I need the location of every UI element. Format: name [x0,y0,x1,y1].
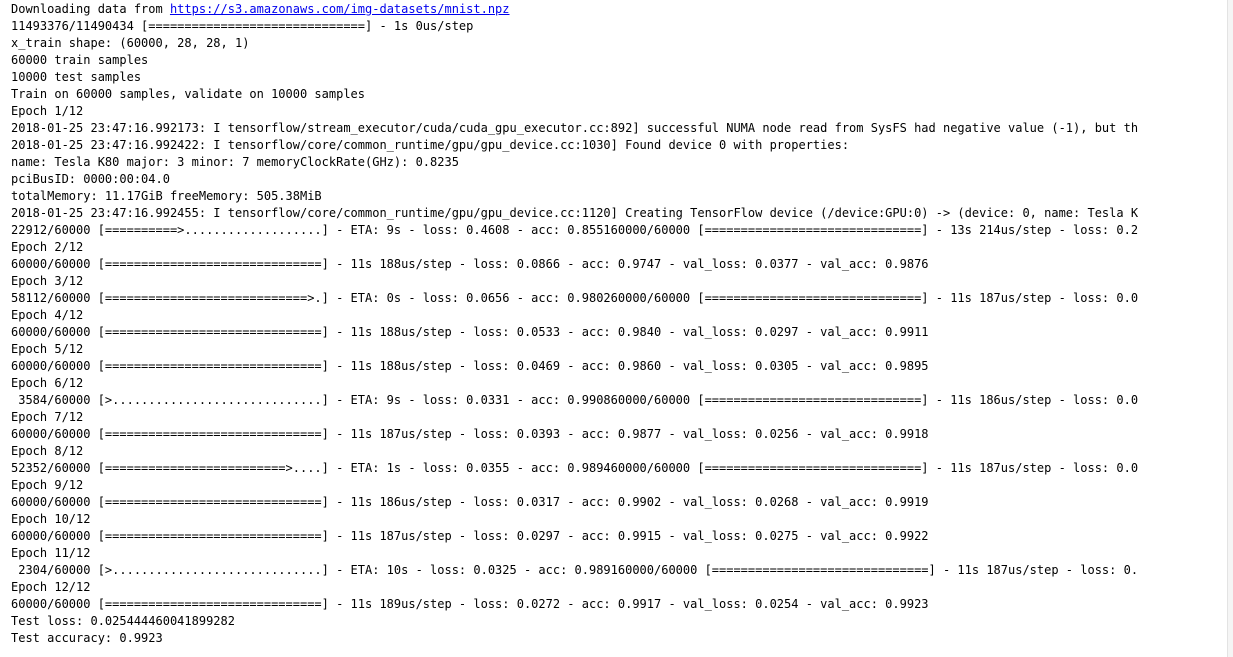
output-line: pciBusID: 0000:00:04.0 [11,172,170,186]
console-output [11,1,1210,647]
output-line: Epoch 3/12 [11,274,84,288]
dataset-url-link[interactable]: https://s3.amazonaws.com/img-datasets/mnist.npz [169,2,510,16]
output-line: x_train shape: (60000, 28, 28, 1) [11,36,250,50]
output-line: 60000/60000 [==============================] - 11s 188us/step - loss: 0.0469 - acc: 0.9860 - val_loss: 0.0305 - val_acc: 0.9895 [11,359,929,373]
output-line: 2018-01-25 23:47:16.992422: I tensorflow/core/common_runtime/gpu/gpu_device.cc:1030] Found device 0 with properties: [11,138,850,152]
output-line: 2304/60000 [>.............................] - ETA: 10s - loss: 0.0325 - acc: 0.989160000/60000 [==============================] - 11s 187us/step - loss: 0. [11,563,1139,577]
output-line: Epoch 5/12 [11,342,84,356]
download-prefix: Downloading data from [11,2,170,16]
output-line: 60000/60000 [==============================] - 11s 186us/step - loss: 0.0317 - acc: 0.9902 - val_loss: 0.0268 - val_acc: 0.9919 [11,495,929,509]
output-line: 60000/60000 [==============================] - 11s 187us/step - loss: 0.0393 - acc: 0.9877 - val_loss: 0.0256 - val_acc: 0.9918 [11,427,929,441]
output-line: Epoch 9/12 [11,478,84,492]
output-line: 10000 test samples [11,70,142,84]
output-line: Epoch 8/12 [11,444,84,458]
output-line: 52352/60000 [=========================>....] - ETA: 1s - loss: 0.0355 - acc: 0.989460000/60000 [==============================] - 11s 187us/step - loss: 0.0 [11,461,1139,475]
output-line: 58112/60000 [============================>.] - ETA: 0s - loss: 0.0656 - acc: 0.980260000/60000 [==============================] - 11s 187us/step - loss: 0.0 [11,291,1139,305]
output-line: 60000 train samples [11,53,149,67]
download-line [11,1,1210,18]
output-line: Epoch 11/12 [11,546,91,560]
output-line: Epoch 2/12 [11,240,84,254]
output-line: 60000/60000 [==============================] - 11s 188us/step - loss: 0.0866 - acc: 0.9747 - val_loss: 0.0377 - val_acc: 0.9876 [11,257,929,271]
output-line: 60000/60000 [==============================] - 11s 187us/step - loss: 0.0297 - acc: 0.9915 - val_loss: 0.0275 - val_acc: 0.9922 [11,529,929,543]
vertical-scrollbar[interactable] [1227,0,1233,657]
output-line: 60000/60000 [==============================] - 11s 189us/step - loss: 0.0272 - acc: 0.9917 - val_loss: 0.0254 - val_acc: 0.9923 [11,597,929,611]
output-line: 3584/60000 [>.............................] - ETA: 9s - loss: 0.0331 - acc: 0.990860000/60000 [==============================] - 11s 186us/step - loss: 0.0 [11,393,1139,407]
output-line: name: Tesla K80 major: 3 minor: 7 memoryClockRate(GHz): 0.8235 [11,155,459,169]
output-line: 2018-01-25 23:47:16.992173: I tensorflow/stream_executor/cuda/cuda_gpu_executor.cc:892] successful NUMA node read from SysFS had negative value (-1), but th [11,121,1139,135]
output-line: Epoch 10/12 [11,512,91,526]
output-line: Test accuracy: 0.9923 [11,631,163,645]
output-line: 2018-01-25 23:47:16.992455: I tensorflow/core/common_runtime/gpu/gpu_device.cc:1120] Creating TensorFlow device (/device:GPU:0) -> (device: 0, name: Tesla K [11,206,1139,220]
output-line: Epoch 6/12 [11,376,84,390]
output-line: Epoch 7/12 [11,410,84,424]
scrollbar-thumb[interactable] [1228,0,1233,657]
output-line: Train on 60000 samples, validate on 10000 samples [11,87,366,101]
output-line: 22912/60000 [==========>...................] - ETA: 9s - loss: 0.4608 - acc: 0.855160000/60000 [==============================] - 13s 214us/step - loss: 0.2 [11,223,1139,237]
output-line: totalMemory: 11.17GiB freeMemory: 505.38MiB [11,189,322,203]
output-line: Epoch 1/12 [11,104,84,118]
output-line: Test loss: 0.025444460041899282 [11,614,235,628]
output-line: 60000/60000 [==============================] - 11s 188us/step - loss: 0.0533 - acc: 0.9840 - val_loss: 0.0297 - val_acc: 0.9911 [11,325,929,339]
output-line: Epoch 4/12 [11,308,84,322]
output-line: 11493376/11490434 [==============================] - 1s 0us/step [11,19,474,33]
output-line: Epoch 12/12 [11,580,91,594]
